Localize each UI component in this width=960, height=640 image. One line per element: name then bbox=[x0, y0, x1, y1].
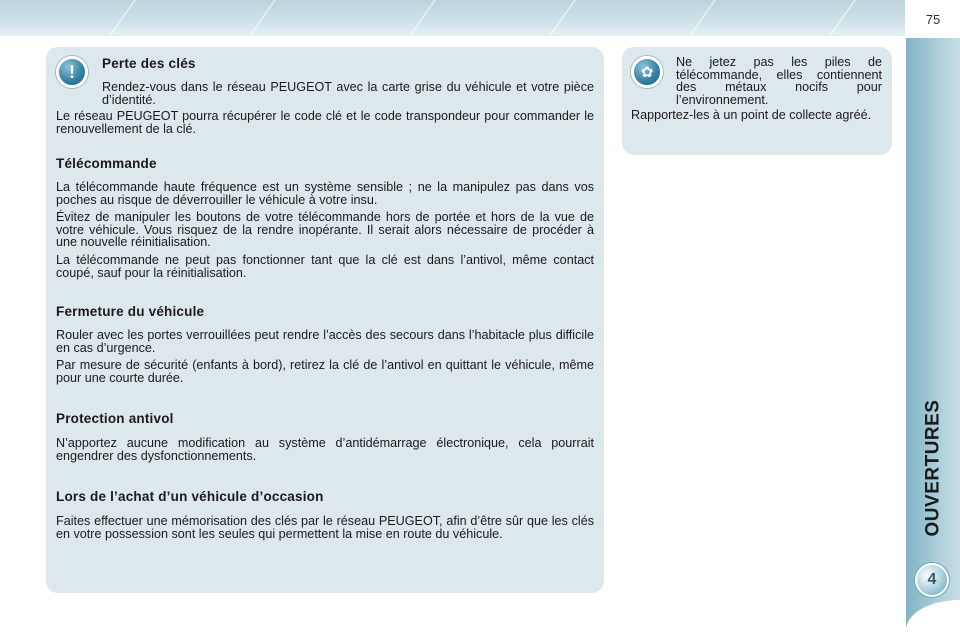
fermeture-paragraph-1: Rouler avec les portes verrouillées peut rendre l’accès des secours dans l’habitacle plus difficile en cas d’urgence. bbox=[56, 328, 594, 355]
environment-paragraph-1: Ne jetez pas les piles de télécommande, elles contiennent des métaux nocifs pour l’environnement. bbox=[676, 55, 882, 107]
telecommande-paragraph-3: La télécommande ne peut pas fonctionner tant que la clé est dans l’antivol, même contact coupé, sauf pour la réinitialisation. bbox=[56, 253, 594, 280]
perte-paragraph-2: Le réseau PEUGEOT pourra récupérer le code clé et le code transpondeur pour commander le renouvellement de la clé. bbox=[56, 109, 594, 136]
antivol-paragraph-1: N’apportez aucune modification au système d’antidémarrage électronique, cela pourrait engendrer des dysfonctionnements. bbox=[56, 436, 594, 463]
heading-fermeture: Fermeture du véhicule bbox=[56, 304, 205, 319]
page-number: 75 bbox=[925, 11, 941, 27]
heading-protection-antivol: Protection antivol bbox=[56, 411, 174, 426]
header-band bbox=[0, 0, 905, 36]
environment-paragraph-2: Rapportez-les à un point de collecte agréé. bbox=[631, 108, 872, 122]
heading-telecommande: Télécommande bbox=[56, 156, 157, 171]
heading-occasion: Lors de l’achat d’un véhicule d’occasion bbox=[56, 489, 324, 504]
perte-paragraph-1: Rendez-vous dans le réseau PEUGEOT avec la carte grise du véhicule et votre pièce d’identité. bbox=[102, 80, 594, 107]
exclamation-icon: ! bbox=[56, 56, 88, 88]
fermeture-paragraph-2: Par mesure de sécurité (enfants à bord), retirez la clé de l’antivol en quittant le véhicule, même pour une courte durée. bbox=[56, 358, 594, 385]
section-title bbox=[912, 385, 954, 550]
eco-flower-icon: ✿ bbox=[631, 56, 663, 88]
chapter-badge: 4 bbox=[915, 563, 949, 597]
telecommande-paragraph-1: La télécommande haute fréquence est un système sensible ; ne la manipulez pas dans vos poches au risque de déverrouiller le véhicule à votre insu. bbox=[56, 180, 594, 207]
occasion-paragraph-1: Faites effectuer une mémorisation des clés par le réseau PEUGEOT, afin d’être sûr que les clés en votre possession sont les seules qui permettent la mise en route du véhicule. bbox=[56, 514, 594, 541]
section-title-text: OUVERTURES bbox=[922, 399, 943, 536]
heading-perte-des-cles: Perte des clés bbox=[102, 56, 196, 71]
telecommande-paragraph-2: Évitez de manipuler les boutons de votre télécommande hors de portée et hors de la vue de votre véhicule. Vous risquez de la rendre inopérante. Il serait alors nécessaire de procéder à une nouvelle réinitialisation. bbox=[56, 210, 594, 249]
